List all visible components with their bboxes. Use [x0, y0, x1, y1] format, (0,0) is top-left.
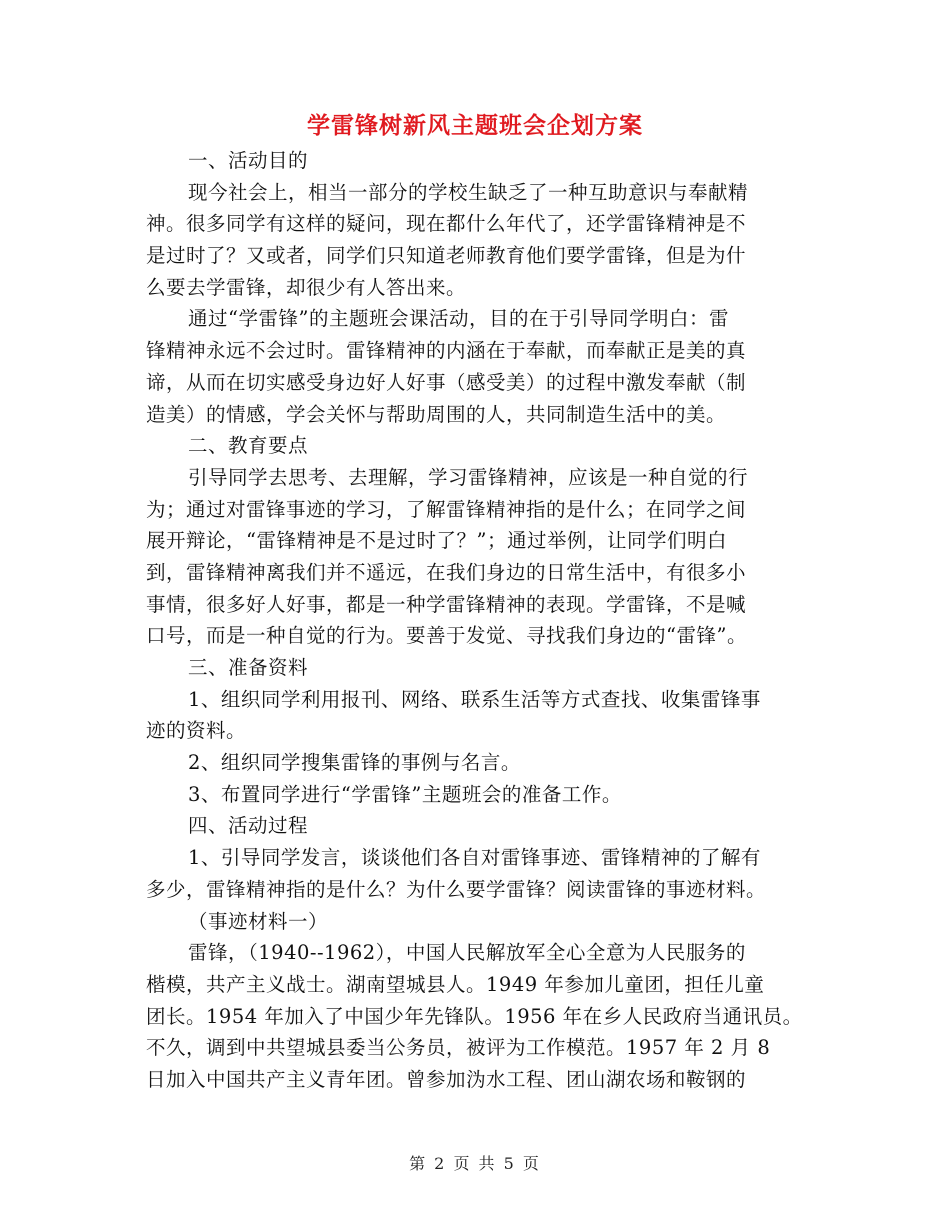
paragraph-line: 3、布置同学进行“学雷锋”主题班会的准备工作。: [188, 782, 622, 806]
paragraph-line: 日加入中国共产主义青年团。曾参加沩水工程、团山湖农场和鞍钢的: [146, 1067, 747, 1091]
section-heading: 一、活动目的: [188, 149, 309, 172]
paragraph-line: 楷模，共产主义战士。湖南望城县人。1949 年参加儿童团，担任儿童: [146, 972, 765, 996]
paragraph-line: 通过“学雷锋”的主题班会课活动，目的在于引导同学明白：雷: [188, 307, 729, 331]
paragraph-line: 雷锋，（1940--1962），中国人民解放军全心全意为人民服务的: [188, 941, 746, 965]
paragraph-line: 神。很多同学有这样的疑问，现在都什么年代了，还学雷锋精神是不: [146, 212, 747, 236]
paragraph-line: 1、引导同学发言，谈谈他们各自对雷锋事迹、雷锋精神的了解有: [188, 846, 761, 870]
paragraph-line: 是过时了？又或者，同学们只知道老师教育他们要学雷锋，但是为什: [146, 244, 747, 268]
paragraph-line: 口号，而是一种自觉的行为。要善于发觉、寻找我们身边的“雷锋”。: [146, 624, 747, 648]
section-heading: 三、准备资料: [188, 656, 309, 679]
section-heading: 四、活动过程: [188, 814, 309, 838]
paragraph-line: 么要去学雷锋，却很少有人答出来。: [146, 275, 467, 299]
paragraph-line: 展开辩论，“雷锋精神是不是过时了？”；通过举例，让同学们明白: [146, 529, 727, 553]
paragraph-line: 谛，从而在切实感受身边好人好事（感受美）的过程中激发奉献（制: [146, 370, 747, 394]
paragraph-line: 现今社会上，相当一部分的学校生缺乏了一种互助意识与奉献精: [188, 180, 749, 204]
paragraph-line: 迹的资料。: [146, 719, 247, 743]
paragraph-line: 1、组织同学利用报刊、网络、联系生活等方式查找、收集雷锋事: [188, 687, 761, 711]
paragraph-line: 到，雷锋精神离我们并不遥远，在我们身边的日常生活中，有很多小: [146, 560, 747, 584]
section-heading: 二、教育要点: [188, 434, 309, 458]
paragraph-line: 多少，雷锋精神指的是什么？为什么要学雷锋？阅读雷锋的事迹材料。: [146, 877, 767, 901]
document-body: [146, 145, 826, 1096]
paragraph-line: 不久，调到中共望城县委当公务员，被评为工作模范。1957 年 2 月 8: [146, 1036, 771, 1060]
paragraph-line: 造美）的情感，学会关怀与帮助周围的人，共同制造生活中的美。: [146, 402, 727, 426]
page-number-footer: 第 2 页 共 5 页: [409, 1154, 541, 1173]
paragraph-line: 团长。1954 年加入了中国少年先锋队。1956 年在乡人民政府当通讯员。: [146, 1004, 803, 1028]
document-title: 学雷锋树新风主题班会企划方案: [307, 112, 643, 139]
paragraph-line: 引导同学去思考、去理解，学习雷锋精神，应该是一种自觉的行: [188, 465, 749, 489]
paragraph-line: 2、组织同学搜集雷锋的事例与名言。: [188, 751, 521, 775]
paragraph-line: 锋精神永远不会过时。雷锋精神的内涵在于奉献，而奉献正是美的真: [146, 339, 747, 363]
material-label: （事迹材料一）: [188, 909, 329, 933]
paragraph-line: 事情，很多好人好事，都是一种学雷锋精神的表现。学雷锋，不是喊: [146, 592, 747, 616]
paragraph-line: 为；通过对雷锋事迹的学习，了解雷锋精神指的是什么；在同学之间: [146, 497, 747, 521]
